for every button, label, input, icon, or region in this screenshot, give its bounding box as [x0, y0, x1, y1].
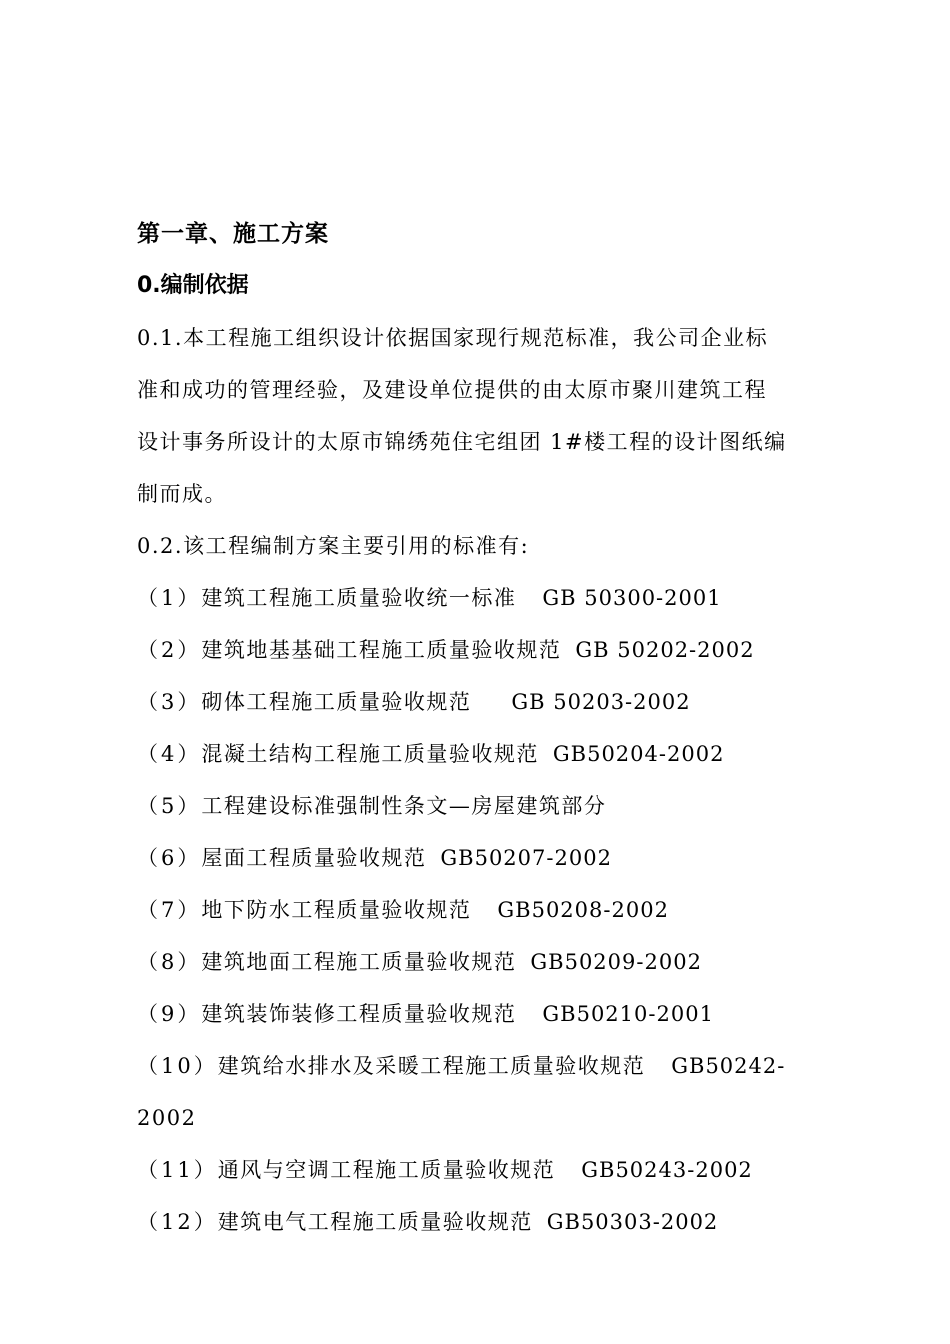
standard-number: （1） [137, 586, 202, 610]
standard-code: GB50207-2002 [440, 846, 612, 870]
standard-item [137, 936, 817, 988]
standard-name: 地下防水工程质量验收规范 [201, 898, 472, 922]
standard-item [137, 624, 817, 676]
standards-intro: 0.2.该工程编制方案主要引用的标准有: [137, 534, 530, 558]
standard-item [137, 988, 817, 1040]
standard-number: （8） [137, 950, 202, 974]
standard-number: （12） [137, 1210, 218, 1234]
paragraph-line: 制而成。 [137, 482, 227, 506]
standard-item [137, 780, 817, 832]
standard-name: 建筑地基基础工程施工质量验收规范 [201, 638, 562, 662]
standard-code-continuation: 2002 [137, 1106, 197, 1130]
standard-name: 屋面工程质量验收规范 [201, 846, 427, 870]
standard-name: 建筑给水排水及采暖工程施工质量验收规范 [217, 1054, 646, 1078]
standard-number: （3） [137, 690, 202, 714]
standards-list [137, 572, 817, 1248]
document-page [137, 208, 817, 1248]
standard-code: GB 50202-2002 [575, 638, 755, 662]
standard-item [137, 884, 817, 936]
paragraph-line: 设计事务所设计的太原市锦绣苑住宅组团 1#楼工程的设计图纸编 [137, 430, 787, 454]
standard-code: GB50243-2002 [581, 1158, 753, 1182]
standard-name: 建筑装饰装修工程质量验收规范 [201, 1002, 517, 1026]
standard-item [137, 832, 817, 884]
paragraph-line: 准和成功的管理经验，及建设单位提供的由太原市聚川建筑工程 [137, 378, 767, 402]
standard-number: （4） [137, 742, 202, 766]
standard-number: （6） [137, 846, 202, 870]
standard-code: GB50208-2002 [497, 898, 669, 922]
standard-name: 建筑地面工程施工质量验收规范 [201, 950, 517, 974]
standard-code: GB 50203-2002 [511, 690, 691, 714]
standard-name: 建筑电气工程施工质量验收规范 [217, 1210, 533, 1234]
paragraph-basis [137, 312, 817, 520]
standard-number: （5） [137, 794, 202, 818]
standard-code: GB 50300-2001 [542, 586, 722, 610]
chapter-title: 第一章、施工方案 [137, 221, 329, 247]
standard-item [137, 572, 817, 624]
standard-name: 建筑工程施工质量验收统一标准 [201, 586, 517, 610]
standard-code: GB50242- [671, 1054, 786, 1078]
standard-code: GB50209-2002 [530, 950, 702, 974]
standard-item [137, 1196, 817, 1248]
standard-name: 砌体工程施工质量验收规范 [201, 690, 472, 714]
standard-name: 混凝土结构工程施工质量验收规范 [201, 742, 539, 766]
standard-number: （10） [137, 1054, 218, 1078]
standard-item [137, 1040, 817, 1092]
standard-number: （11） [137, 1158, 218, 1182]
standard-code: GB50210-2001 [542, 1002, 714, 1026]
standard-code: GB50303-2002 [546, 1210, 719, 1234]
standard-number: （2） [137, 638, 202, 662]
standard-number: （9） [137, 1002, 202, 1026]
standard-name: 工程建设标准强制性条文—房屋建筑部分 [201, 794, 607, 818]
standard-code: GB50204-2002 [552, 742, 725, 766]
paragraph-line: 0.1.本工程施工组织设计依据国家现行规范标准，我公司企业标 [137, 326, 769, 350]
section-title: 0.编制依据 [137, 273, 249, 298]
standard-name: 通风与空调工程施工质量验收规范 [217, 1158, 556, 1182]
standard-item [137, 676, 817, 728]
standard-number: （7） [137, 898, 202, 922]
standard-item [137, 1144, 817, 1196]
standard-item [137, 728, 817, 780]
